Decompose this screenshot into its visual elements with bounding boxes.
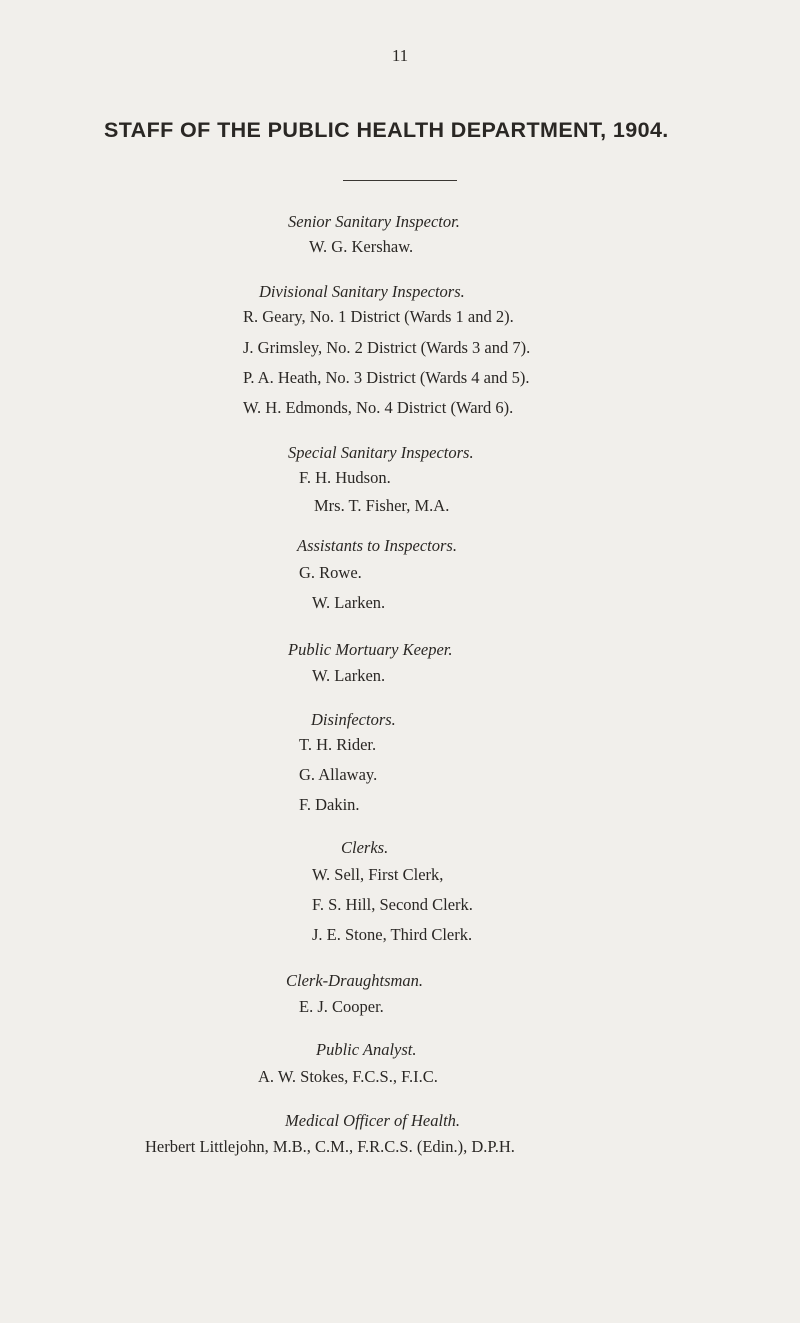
staff-entry: F. S. Hill, Second Clerk. xyxy=(312,895,473,914)
staff-entry: W. Sell, First Clerk, xyxy=(312,865,444,884)
title-divider xyxy=(343,180,457,181)
staff-entry: A. W. Stokes, F.C.S., F.I.C. xyxy=(258,1067,438,1086)
section-heading-senior-sanitary-inspector: Senior Sanitary Inspector. xyxy=(288,212,460,231)
staff-entry: Mrs. T. Fisher, M.A. xyxy=(314,496,450,515)
staff-entry: W. Larken. xyxy=(312,666,386,685)
staff-entry: Herbert Littlejohn, M.B., C.M., F.R.C.S. (Edin.), D.P.H. xyxy=(145,1137,515,1156)
staff-entry: J. E. Stone, Third Clerk. xyxy=(312,925,473,944)
section-heading-disinfectors: Disinfectors. xyxy=(311,710,396,729)
staff-entry: R. Geary, No. 1 District (Wards 1 and 2). xyxy=(243,307,514,326)
staff-entry: E. J. Cooper. xyxy=(299,997,384,1016)
section-heading-clerks: Clerks. xyxy=(341,838,389,857)
section-heading-divisional-sanitary-inspectors: Divisional Sanitary Inspectors. xyxy=(259,282,465,301)
page-number: 11 xyxy=(391,46,409,65)
staff-entry: F. Dakin. xyxy=(299,795,360,814)
section-heading-public-mortuary-keeper: Public Mortuary Keeper. xyxy=(288,640,453,659)
section-heading-public-analyst: Public Analyst. xyxy=(316,1040,417,1059)
staff-entry: G. Rowe. xyxy=(299,563,362,582)
staff-entry: W. Larken. xyxy=(312,593,386,612)
section-heading-special-sanitary-inspectors: Special Sanitary Inspectors. xyxy=(288,443,474,462)
staff-entry: J. Grimsley, No. 2 District (Wards 3 and 7). xyxy=(243,338,531,357)
staff-entry: W. G. Kershaw. xyxy=(309,237,414,256)
staff-entry: F. H. Hudson. xyxy=(299,468,391,487)
staff-entry: P. A. Heath, No. 3 District (Wards 4 and 5). xyxy=(243,368,530,387)
page-title: STAFF OF THE PUBLIC HEALTH DEPARTMENT, 1904. xyxy=(104,118,669,142)
staff-entry: G. Allaway. xyxy=(299,765,378,784)
section-heading-medical-officer-of-health: Medical Officer of Health. xyxy=(285,1111,461,1130)
staff-entry: W. H. Edmonds, No. 4 District (Ward 6). xyxy=(243,398,514,417)
staff-entry: T. H. Rider. xyxy=(299,735,377,754)
section-heading-clerk-draughtsman: Clerk-Draughtsman. xyxy=(286,971,424,990)
section-heading-assistants-to-inspectors: Assistants to Inspectors. xyxy=(297,536,457,555)
